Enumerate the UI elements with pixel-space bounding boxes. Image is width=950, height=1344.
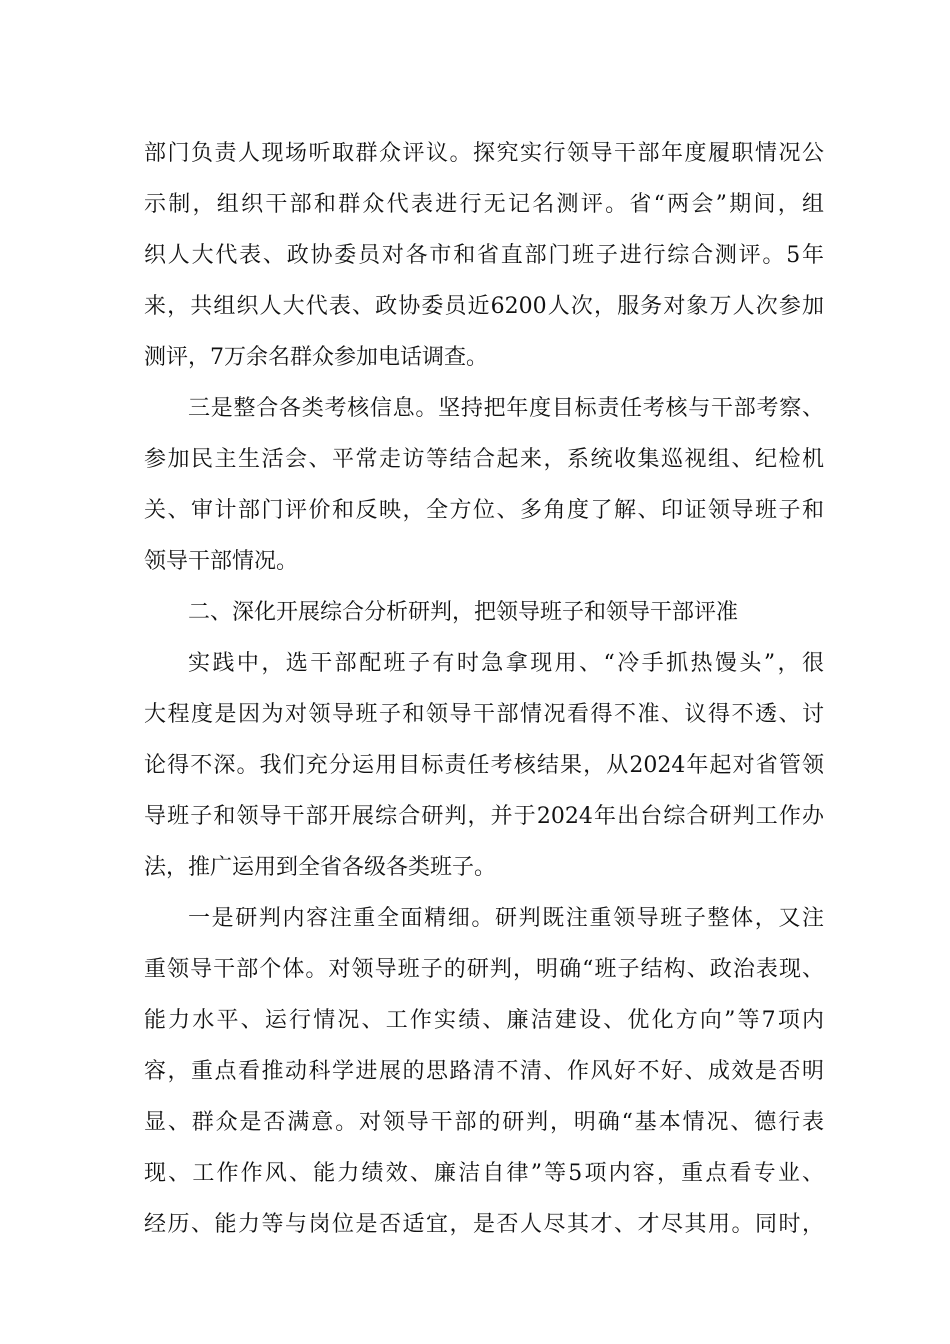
paragraph <box>144 128 824 383</box>
text-line: 能力水平、运行情况、工作实绩、廉洁建设、优化方向”等7项内 <box>144 1008 824 1033</box>
document-body <box>144 128 824 1250</box>
text-line: 实践中，选干部配班子有时急拿现用、“冷手抓热馒头”，很 <box>188 651 824 676</box>
text-line: 法，推广运用到全省各级各类班子。 <box>144 855 497 880</box>
text-line: 经历、能力等与岗位是否适宜，是否人尽其才、才尽其用。同时， <box>144 1212 824 1237</box>
text-line: 论得不深。我们充分运用目标责任考核结果，从2024年起对省管领 <box>144 753 824 778</box>
text-line: 显、群众是否满意。对领导干部的研判，明确“基本情况、德行表 <box>144 1110 824 1135</box>
text-line: 关、审计部门评价和反映，全方位、多角度了解、印证领导班子和 <box>144 498 824 523</box>
text-line: 导班子和领导干部开展综合研判，并于2024年出台综合研判工作办 <box>144 804 824 829</box>
paragraph <box>144 383 824 587</box>
text-line: 一是研判内容注重全面精细。研判既注重领导班子整体，又注 <box>188 906 824 931</box>
paragraph <box>144 638 824 893</box>
section-heading <box>144 587 824 638</box>
text-line: 织人大代表、政协委员对各市和省直部门班子进行综合测评。5年 <box>144 243 824 268</box>
text-line: 参加民主生活会、平常走访等结合起来，系统收集巡视组、纪检机 <box>144 447 824 472</box>
heading-line: 二、深化开展综合分析研判，把领导班子和领导干部评准 <box>188 600 739 625</box>
paragraph <box>144 893 824 1250</box>
text-line: 示制，组织干部和群众代表进行无记名测评。省“两会”期间，组 <box>144 192 824 217</box>
text-line: 三是整合各类考核信息。坚持把年度目标责任考核与干部考察、 <box>188 396 824 421</box>
text-line: 部门负责人现场听取群众评议。探究实行领导干部年度履职情况公 <box>144 141 824 166</box>
text-line: 重领导干部个体。对领导班子的研判，明确“班子结构、政治表现、 <box>144 957 824 982</box>
text-line: 大程度是因为对领导班子和领导干部情况看得不准、议得不透、讨 <box>144 702 824 727</box>
text-line: 容，重点看推动科学进展的思路清不清、作风好不好、成效是否明 <box>144 1059 824 1084</box>
text-line: 现、工作作风、能力绩效、廉洁自律”等5项内容，重点看专业、 <box>144 1161 824 1186</box>
text-line: 来，共组织人大代表、政协委员近6200人次，服务对象万人次参加 <box>144 294 824 319</box>
text-line: 领导干部情况。 <box>144 549 299 574</box>
text-line: 测评，7万余名群众参加电话调查。 <box>144 345 488 370</box>
